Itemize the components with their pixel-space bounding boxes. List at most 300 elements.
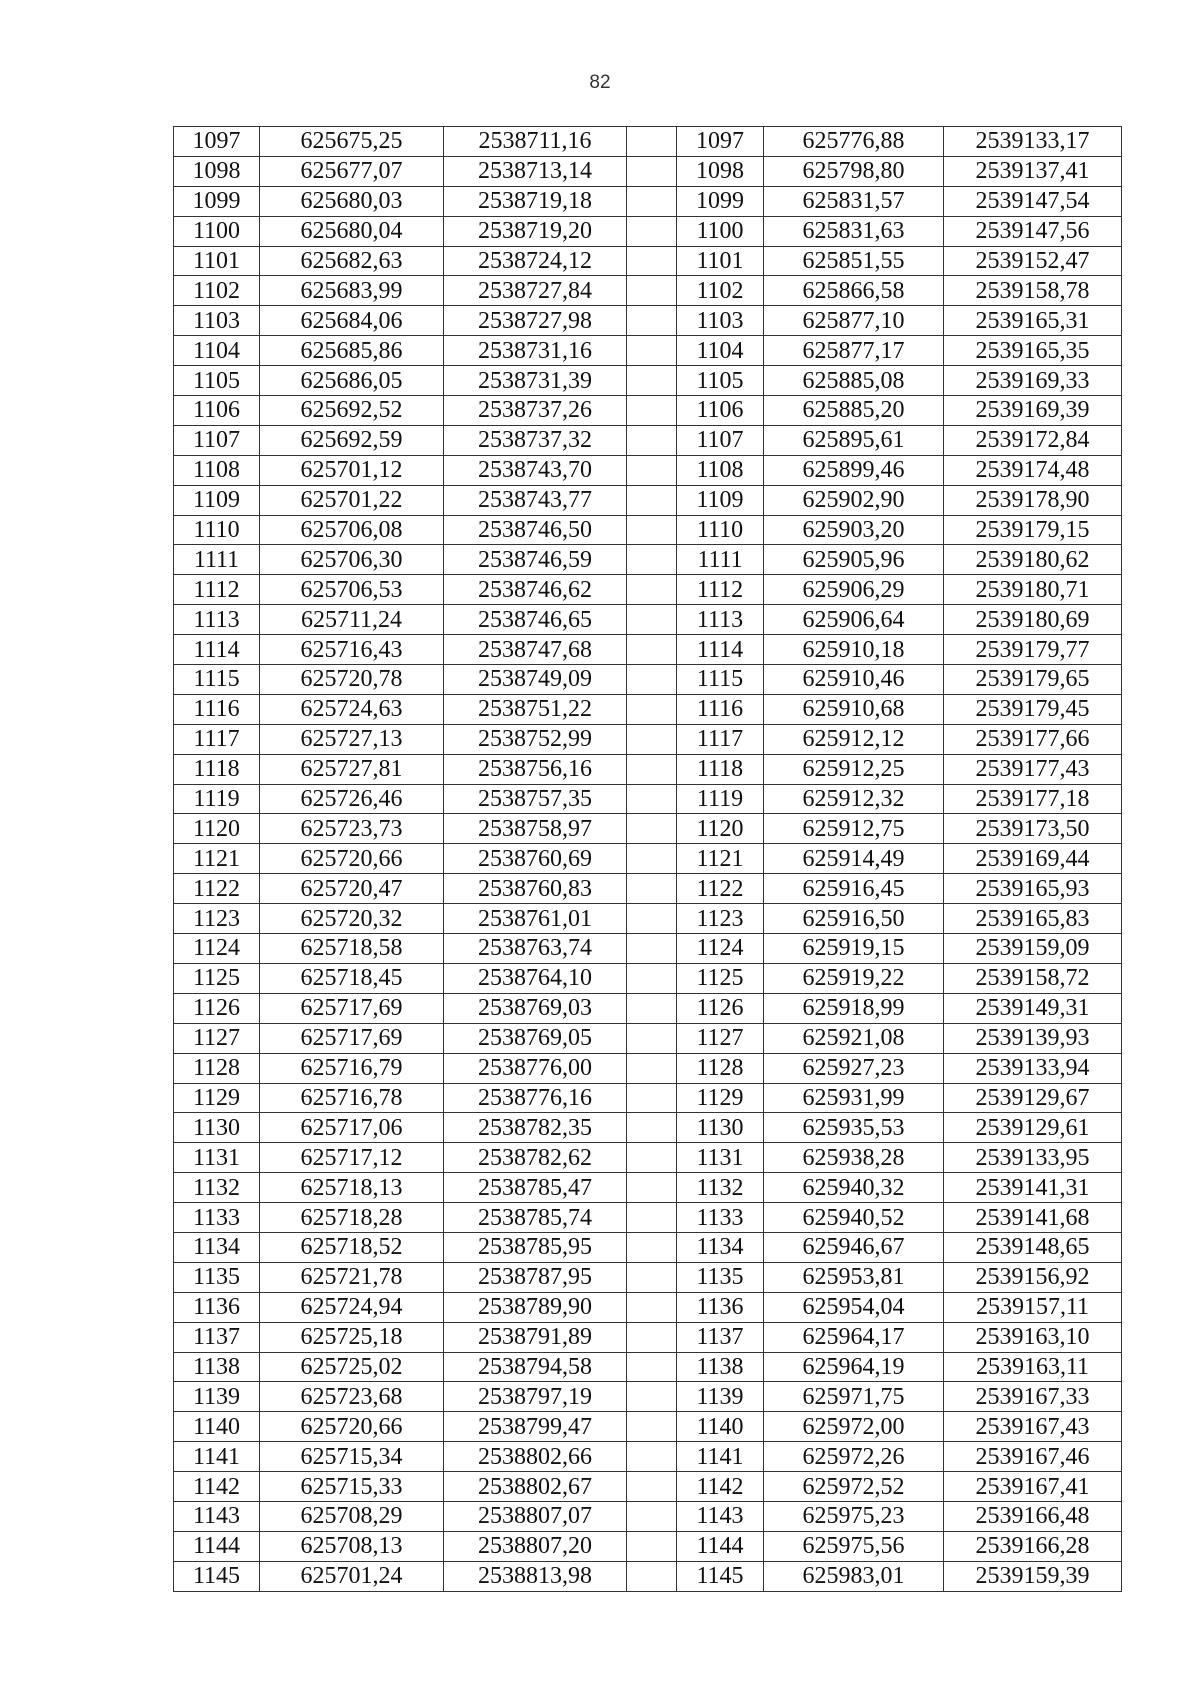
right-y-coordinate-cell: 2539141,68 (944, 1203, 1122, 1233)
empty-separator-cell (627, 1412, 677, 1442)
left-y-coordinate-cell: 2538724,12 (444, 246, 627, 276)
right-y-coordinate-cell: 2539139,93 (944, 1023, 1122, 1053)
empty-separator-cell (627, 1382, 677, 1412)
left-x-coordinate-cell: 625727,13 (260, 724, 444, 754)
left-point-number-cell: 1133 (174, 1203, 260, 1233)
table-row (174, 1322, 1122, 1352)
left-y-coordinate-cell: 2538743,70 (444, 455, 627, 485)
right-y-coordinate-cell: 2539174,48 (944, 455, 1122, 485)
right-point-number-cell: 1110 (677, 515, 764, 545)
table-row (174, 1083, 1122, 1113)
right-point-number-cell: 1130 (677, 1113, 764, 1143)
right-x-coordinate-cell: 625918,99 (764, 993, 944, 1023)
right-y-coordinate-cell: 2539141,31 (944, 1173, 1122, 1203)
left-point-number-cell: 1128 (174, 1053, 260, 1083)
right-y-coordinate-cell: 2539180,62 (944, 545, 1122, 575)
empty-separator-cell (627, 993, 677, 1023)
empty-separator-cell (627, 814, 677, 844)
empty-separator-cell (627, 366, 677, 396)
empty-separator-cell (627, 1262, 677, 1292)
left-point-number-cell: 1136 (174, 1292, 260, 1322)
right-y-coordinate-cell: 2539177,43 (944, 754, 1122, 784)
empty-separator-cell (627, 1442, 677, 1472)
right-x-coordinate-cell: 625921,08 (764, 1023, 944, 1053)
empty-separator-cell (627, 396, 677, 426)
empty-separator-cell (627, 874, 677, 904)
right-y-coordinate-cell: 2539159,09 (944, 934, 1122, 964)
left-x-coordinate-cell: 625718,13 (260, 1173, 444, 1203)
empty-separator-cell (627, 1143, 677, 1173)
table-row (174, 515, 1122, 545)
right-point-number-cell: 1131 (677, 1143, 764, 1173)
right-point-number-cell: 1132 (677, 1173, 764, 1203)
left-point-number-cell: 1113 (174, 605, 260, 635)
table-row (174, 186, 1122, 216)
right-y-coordinate-cell: 2539129,67 (944, 1083, 1122, 1113)
right-point-number-cell: 1134 (677, 1232, 764, 1262)
left-y-coordinate-cell: 2538782,35 (444, 1113, 627, 1143)
empty-separator-cell (627, 425, 677, 455)
empty-separator-cell (627, 306, 677, 336)
left-y-coordinate-cell: 2538763,74 (444, 934, 627, 964)
right-y-coordinate-cell: 2539133,94 (944, 1053, 1122, 1083)
left-y-coordinate-cell: 2538785,47 (444, 1173, 627, 1203)
right-point-number-cell: 1105 (677, 366, 764, 396)
right-y-coordinate-cell: 2539163,11 (944, 1352, 1122, 1382)
coordinate-table-body (174, 127, 1122, 1592)
empty-separator-cell (627, 934, 677, 964)
left-point-number-cell: 1134 (174, 1232, 260, 1262)
right-point-number-cell: 1115 (677, 665, 764, 695)
left-point-number-cell: 1112 (174, 575, 260, 605)
right-point-number-cell: 1137 (677, 1322, 764, 1352)
empty-separator-cell (627, 1023, 677, 1053)
right-point-number-cell: 1133 (677, 1203, 764, 1233)
left-x-coordinate-cell: 625720,66 (260, 1412, 444, 1442)
left-point-number-cell: 1135 (174, 1262, 260, 1292)
empty-separator-cell (627, 694, 677, 724)
right-point-number-cell: 1135 (677, 1262, 764, 1292)
right-point-number-cell: 1112 (677, 575, 764, 605)
right-point-number-cell: 1117 (677, 724, 764, 754)
left-x-coordinate-cell: 625725,02 (260, 1352, 444, 1382)
left-point-number-cell: 1141 (174, 1442, 260, 1472)
right-y-coordinate-cell: 2539179,77 (944, 635, 1122, 665)
left-x-coordinate-cell: 625701,24 (260, 1561, 444, 1591)
table-row (174, 425, 1122, 455)
table-row (174, 605, 1122, 635)
left-point-number-cell: 1137 (174, 1322, 260, 1352)
left-y-coordinate-cell: 2538727,98 (444, 306, 627, 336)
table-row (174, 844, 1122, 874)
right-x-coordinate-cell: 625910,68 (764, 694, 944, 724)
table-row (174, 485, 1122, 515)
left-point-number-cell: 1144 (174, 1531, 260, 1561)
right-x-coordinate-cell: 625831,63 (764, 216, 944, 246)
left-x-coordinate-cell: 625706,30 (260, 545, 444, 575)
right-y-coordinate-cell: 2539148,65 (944, 1232, 1122, 1262)
right-y-coordinate-cell: 2539158,78 (944, 276, 1122, 306)
left-y-coordinate-cell: 2538737,26 (444, 396, 627, 426)
left-y-coordinate-cell: 2538776,16 (444, 1083, 627, 1113)
right-x-coordinate-cell: 625919,22 (764, 963, 944, 993)
table-row (174, 1262, 1122, 1292)
table-row (174, 1113, 1122, 1143)
left-y-coordinate-cell: 2538758,97 (444, 814, 627, 844)
right-y-coordinate-cell: 2539165,35 (944, 336, 1122, 366)
right-x-coordinate-cell: 625946,67 (764, 1232, 944, 1262)
left-y-coordinate-cell: 2538746,59 (444, 545, 627, 575)
right-y-coordinate-cell: 2539169,33 (944, 366, 1122, 396)
right-x-coordinate-cell: 625940,52 (764, 1203, 944, 1233)
right-x-coordinate-cell: 625895,61 (764, 425, 944, 455)
left-point-number-cell: 1104 (174, 336, 260, 366)
left-y-coordinate-cell: 2538789,90 (444, 1292, 627, 1322)
left-x-coordinate-cell: 625723,73 (260, 814, 444, 844)
left-x-coordinate-cell: 625684,06 (260, 306, 444, 336)
table-row (174, 963, 1122, 993)
empty-separator-cell (627, 575, 677, 605)
left-point-number-cell: 1121 (174, 844, 260, 874)
left-y-coordinate-cell: 2538791,89 (444, 1322, 627, 1352)
left-x-coordinate-cell: 625701,12 (260, 455, 444, 485)
left-point-number-cell: 1145 (174, 1561, 260, 1591)
empty-separator-cell (627, 455, 677, 485)
right-y-coordinate-cell: 2539172,84 (944, 425, 1122, 455)
left-point-number-cell: 1143 (174, 1501, 260, 1531)
left-point-number-cell: 1139 (174, 1382, 260, 1412)
left-x-coordinate-cell: 625718,28 (260, 1203, 444, 1233)
right-y-coordinate-cell: 2539129,61 (944, 1113, 1122, 1143)
left-y-coordinate-cell: 2538746,62 (444, 575, 627, 605)
left-x-coordinate-cell: 625692,59 (260, 425, 444, 455)
right-y-coordinate-cell: 2539167,41 (944, 1472, 1122, 1502)
table-row (174, 635, 1122, 665)
right-point-number-cell: 1114 (677, 635, 764, 665)
left-x-coordinate-cell: 625706,53 (260, 575, 444, 605)
left-x-coordinate-cell: 625708,13 (260, 1531, 444, 1561)
empty-separator-cell (627, 844, 677, 874)
left-y-coordinate-cell: 2538782,62 (444, 1143, 627, 1173)
left-point-number-cell: 1107 (174, 425, 260, 455)
right-point-number-cell: 1111 (677, 545, 764, 575)
empty-separator-cell (627, 754, 677, 784)
table-row (174, 1143, 1122, 1173)
left-y-coordinate-cell: 2538727,84 (444, 276, 627, 306)
left-point-number-cell: 1114 (174, 635, 260, 665)
right-point-number-cell: 1121 (677, 844, 764, 874)
left-y-coordinate-cell: 2538747,68 (444, 635, 627, 665)
right-y-coordinate-cell: 2539165,93 (944, 874, 1122, 904)
left-x-coordinate-cell: 625715,34 (260, 1442, 444, 1472)
table-row (174, 665, 1122, 695)
empty-separator-cell (627, 665, 677, 695)
left-y-coordinate-cell: 2538764,10 (444, 963, 627, 993)
right-x-coordinate-cell: 625972,26 (764, 1442, 944, 1472)
left-point-number-cell: 1132 (174, 1173, 260, 1203)
left-x-coordinate-cell: 625680,03 (260, 186, 444, 216)
right-x-coordinate-cell: 625983,01 (764, 1561, 944, 1591)
left-point-number-cell: 1108 (174, 455, 260, 485)
left-y-coordinate-cell: 2538807,07 (444, 1501, 627, 1531)
left-y-coordinate-cell: 2538752,99 (444, 724, 627, 754)
left-x-coordinate-cell: 625720,32 (260, 904, 444, 934)
left-x-coordinate-cell: 625708,29 (260, 1501, 444, 1531)
left-y-coordinate-cell: 2538802,67 (444, 1472, 627, 1502)
left-point-number-cell: 1130 (174, 1113, 260, 1143)
right-point-number-cell: 1119 (677, 784, 764, 814)
left-point-number-cell: 1138 (174, 1352, 260, 1382)
empty-separator-cell (627, 276, 677, 306)
table-row (174, 156, 1122, 186)
left-y-coordinate-cell: 2538785,95 (444, 1232, 627, 1262)
right-point-number-cell: 1109 (677, 485, 764, 515)
right-x-coordinate-cell: 625919,15 (764, 934, 944, 964)
left-point-number-cell: 1110 (174, 515, 260, 545)
right-point-number-cell: 1125 (677, 963, 764, 993)
left-point-number-cell: 1140 (174, 1412, 260, 1442)
left-y-coordinate-cell: 2538813,98 (444, 1561, 627, 1591)
left-y-coordinate-cell: 2538787,95 (444, 1262, 627, 1292)
right-x-coordinate-cell: 625972,00 (764, 1412, 944, 1442)
right-point-number-cell: 1104 (677, 336, 764, 366)
left-x-coordinate-cell: 625701,22 (260, 485, 444, 515)
left-x-coordinate-cell: 625683,99 (260, 276, 444, 306)
table-row (174, 1531, 1122, 1561)
left-x-coordinate-cell: 625724,94 (260, 1292, 444, 1322)
right-x-coordinate-cell: 625953,81 (764, 1262, 944, 1292)
right-y-coordinate-cell: 2539156,92 (944, 1262, 1122, 1292)
left-x-coordinate-cell: 625692,52 (260, 396, 444, 426)
table-row (174, 784, 1122, 814)
left-x-coordinate-cell: 625718,52 (260, 1232, 444, 1262)
empty-separator-cell (627, 635, 677, 665)
right-x-coordinate-cell: 625935,53 (764, 1113, 944, 1143)
empty-separator-cell (627, 1472, 677, 1502)
right-y-coordinate-cell: 2539133,17 (944, 127, 1122, 157)
right-x-coordinate-cell: 625851,55 (764, 246, 944, 276)
right-x-coordinate-cell: 625910,46 (764, 665, 944, 695)
left-x-coordinate-cell: 625718,45 (260, 963, 444, 993)
table-row (174, 455, 1122, 485)
left-point-number-cell: 1124 (174, 934, 260, 964)
left-y-coordinate-cell: 2538776,00 (444, 1053, 627, 1083)
left-x-coordinate-cell: 625716,43 (260, 635, 444, 665)
empty-separator-cell (627, 605, 677, 635)
left-y-coordinate-cell: 2538756,16 (444, 754, 627, 784)
empty-separator-cell (627, 485, 677, 515)
table-row (174, 1232, 1122, 1262)
table-row (174, 396, 1122, 426)
right-x-coordinate-cell: 625912,25 (764, 754, 944, 784)
right-x-coordinate-cell: 625877,17 (764, 336, 944, 366)
left-y-coordinate-cell: 2538794,58 (444, 1352, 627, 1382)
empty-separator-cell (627, 1053, 677, 1083)
right-x-coordinate-cell: 625964,19 (764, 1352, 944, 1382)
right-point-number-cell: 1139 (677, 1382, 764, 1412)
right-x-coordinate-cell: 625975,56 (764, 1531, 944, 1561)
empty-separator-cell (627, 545, 677, 575)
left-point-number-cell: 1117 (174, 724, 260, 754)
left-y-coordinate-cell: 2538737,32 (444, 425, 627, 455)
right-x-coordinate-cell: 625902,90 (764, 485, 944, 515)
right-x-coordinate-cell: 625912,12 (764, 724, 944, 754)
left-y-coordinate-cell: 2538719,20 (444, 216, 627, 246)
empty-separator-cell (627, 127, 677, 157)
left-point-number-cell: 1115 (174, 665, 260, 695)
right-y-coordinate-cell: 2539177,18 (944, 784, 1122, 814)
table-row (174, 306, 1122, 336)
left-point-number-cell: 1098 (174, 156, 260, 186)
left-x-coordinate-cell: 625686,05 (260, 366, 444, 396)
left-point-number-cell: 1120 (174, 814, 260, 844)
left-point-number-cell: 1123 (174, 904, 260, 934)
right-point-number-cell: 1128 (677, 1053, 764, 1083)
left-x-coordinate-cell: 625723,68 (260, 1382, 444, 1412)
coordinate-table (173, 126, 1122, 1592)
empty-separator-cell (627, 246, 677, 276)
left-x-coordinate-cell: 625717,06 (260, 1113, 444, 1143)
table-row (174, 276, 1122, 306)
left-y-coordinate-cell: 2538719,18 (444, 186, 627, 216)
left-y-coordinate-cell: 2538749,09 (444, 665, 627, 695)
right-x-coordinate-cell: 625903,20 (764, 515, 944, 545)
page-number: 82 (589, 72, 611, 93)
right-y-coordinate-cell: 2539169,39 (944, 396, 1122, 426)
left-y-coordinate-cell: 2538807,20 (444, 1531, 627, 1561)
right-x-coordinate-cell: 625912,75 (764, 814, 944, 844)
table-row (174, 904, 1122, 934)
table-row (174, 724, 1122, 754)
right-y-coordinate-cell: 2539167,46 (944, 1442, 1122, 1472)
right-y-coordinate-cell: 2539165,83 (944, 904, 1122, 934)
right-point-number-cell: 1124 (677, 934, 764, 964)
right-x-coordinate-cell: 625916,45 (764, 874, 944, 904)
right-x-coordinate-cell: 625931,99 (764, 1083, 944, 1113)
left-x-coordinate-cell: 625721,78 (260, 1262, 444, 1292)
left-x-coordinate-cell: 625715,33 (260, 1472, 444, 1502)
right-y-coordinate-cell: 2539147,56 (944, 216, 1122, 246)
left-y-coordinate-cell: 2538760,83 (444, 874, 627, 904)
right-x-coordinate-cell: 625971,75 (764, 1382, 944, 1412)
left-y-coordinate-cell: 2538761,01 (444, 904, 627, 934)
left-y-coordinate-cell: 2538751,22 (444, 694, 627, 724)
left-point-number-cell: 1116 (174, 694, 260, 724)
table-row (174, 874, 1122, 904)
empty-separator-cell (627, 1232, 677, 1262)
right-x-coordinate-cell: 625912,32 (764, 784, 944, 814)
right-point-number-cell: 1144 (677, 1531, 764, 1561)
left-y-coordinate-cell: 2538785,74 (444, 1203, 627, 1233)
right-x-coordinate-cell: 625975,23 (764, 1501, 944, 1531)
right-x-coordinate-cell: 625831,57 (764, 186, 944, 216)
left-x-coordinate-cell: 625724,63 (260, 694, 444, 724)
left-point-number-cell: 1129 (174, 1083, 260, 1113)
empty-separator-cell (627, 216, 677, 246)
left-y-coordinate-cell: 2538802,66 (444, 1442, 627, 1472)
left-point-number-cell: 1102 (174, 276, 260, 306)
right-y-coordinate-cell: 2539152,47 (944, 246, 1122, 276)
right-x-coordinate-cell: 625877,10 (764, 306, 944, 336)
table-row (174, 694, 1122, 724)
table-row (174, 366, 1122, 396)
table-row (174, 814, 1122, 844)
empty-separator-cell (627, 1561, 677, 1591)
left-x-coordinate-cell: 625717,69 (260, 1023, 444, 1053)
right-x-coordinate-cell: 625885,20 (764, 396, 944, 426)
right-x-coordinate-cell: 625905,96 (764, 545, 944, 575)
right-y-coordinate-cell: 2539157,11 (944, 1292, 1122, 1322)
right-point-number-cell: 1141 (677, 1442, 764, 1472)
right-point-number-cell: 1108 (677, 455, 764, 485)
left-y-coordinate-cell: 2538760,69 (444, 844, 627, 874)
left-y-coordinate-cell: 2538731,16 (444, 336, 627, 366)
left-x-coordinate-cell: 625706,08 (260, 515, 444, 545)
left-y-coordinate-cell: 2538757,35 (444, 784, 627, 814)
right-point-number-cell: 1136 (677, 1292, 764, 1322)
left-x-coordinate-cell: 625716,79 (260, 1053, 444, 1083)
left-x-coordinate-cell: 625682,63 (260, 246, 444, 276)
table-row (174, 336, 1122, 366)
table-row (174, 1412, 1122, 1442)
table-row (174, 1173, 1122, 1203)
right-point-number-cell: 1145 (677, 1561, 764, 1591)
table-row (174, 246, 1122, 276)
left-y-coordinate-cell: 2538797,19 (444, 1382, 627, 1412)
right-point-number-cell: 1138 (677, 1352, 764, 1382)
left-x-coordinate-cell: 625727,81 (260, 754, 444, 784)
left-y-coordinate-cell: 2538799,47 (444, 1412, 627, 1442)
table-row (174, 545, 1122, 575)
right-y-coordinate-cell: 2539163,10 (944, 1322, 1122, 1352)
left-point-number-cell: 1105 (174, 366, 260, 396)
right-point-number-cell: 1123 (677, 904, 764, 934)
left-x-coordinate-cell: 625726,46 (260, 784, 444, 814)
right-point-number-cell: 1113 (677, 605, 764, 635)
right-point-number-cell: 1102 (677, 276, 764, 306)
right-y-coordinate-cell: 2539180,71 (944, 575, 1122, 605)
left-y-coordinate-cell: 2538731,39 (444, 366, 627, 396)
right-x-coordinate-cell: 625899,46 (764, 455, 944, 485)
table-row (174, 1203, 1122, 1233)
empty-separator-cell (627, 1322, 677, 1352)
left-x-coordinate-cell: 625717,69 (260, 993, 444, 1023)
right-y-coordinate-cell: 2539166,28 (944, 1531, 1122, 1561)
empty-separator-cell (627, 1113, 677, 1143)
left-point-number-cell: 1122 (174, 874, 260, 904)
left-point-number-cell: 1125 (174, 963, 260, 993)
left-point-number-cell: 1118 (174, 754, 260, 784)
right-x-coordinate-cell: 625798,80 (764, 156, 944, 186)
empty-separator-cell (627, 1501, 677, 1531)
right-x-coordinate-cell: 625940,32 (764, 1173, 944, 1203)
right-y-coordinate-cell: 2539159,39 (944, 1561, 1122, 1591)
right-point-number-cell: 1101 (677, 246, 764, 276)
right-y-coordinate-cell: 2539179,45 (944, 694, 1122, 724)
table-row (174, 934, 1122, 964)
empty-separator-cell (627, 1352, 677, 1382)
right-y-coordinate-cell: 2539137,41 (944, 156, 1122, 186)
right-y-coordinate-cell: 2539180,69 (944, 605, 1122, 635)
right-point-number-cell: 1116 (677, 694, 764, 724)
left-point-number-cell: 1131 (174, 1143, 260, 1173)
table-row (174, 1023, 1122, 1053)
left-x-coordinate-cell: 625677,07 (260, 156, 444, 186)
right-y-coordinate-cell: 2539179,15 (944, 515, 1122, 545)
right-point-number-cell: 1106 (677, 396, 764, 426)
right-x-coordinate-cell: 625910,18 (764, 635, 944, 665)
empty-separator-cell (627, 784, 677, 814)
